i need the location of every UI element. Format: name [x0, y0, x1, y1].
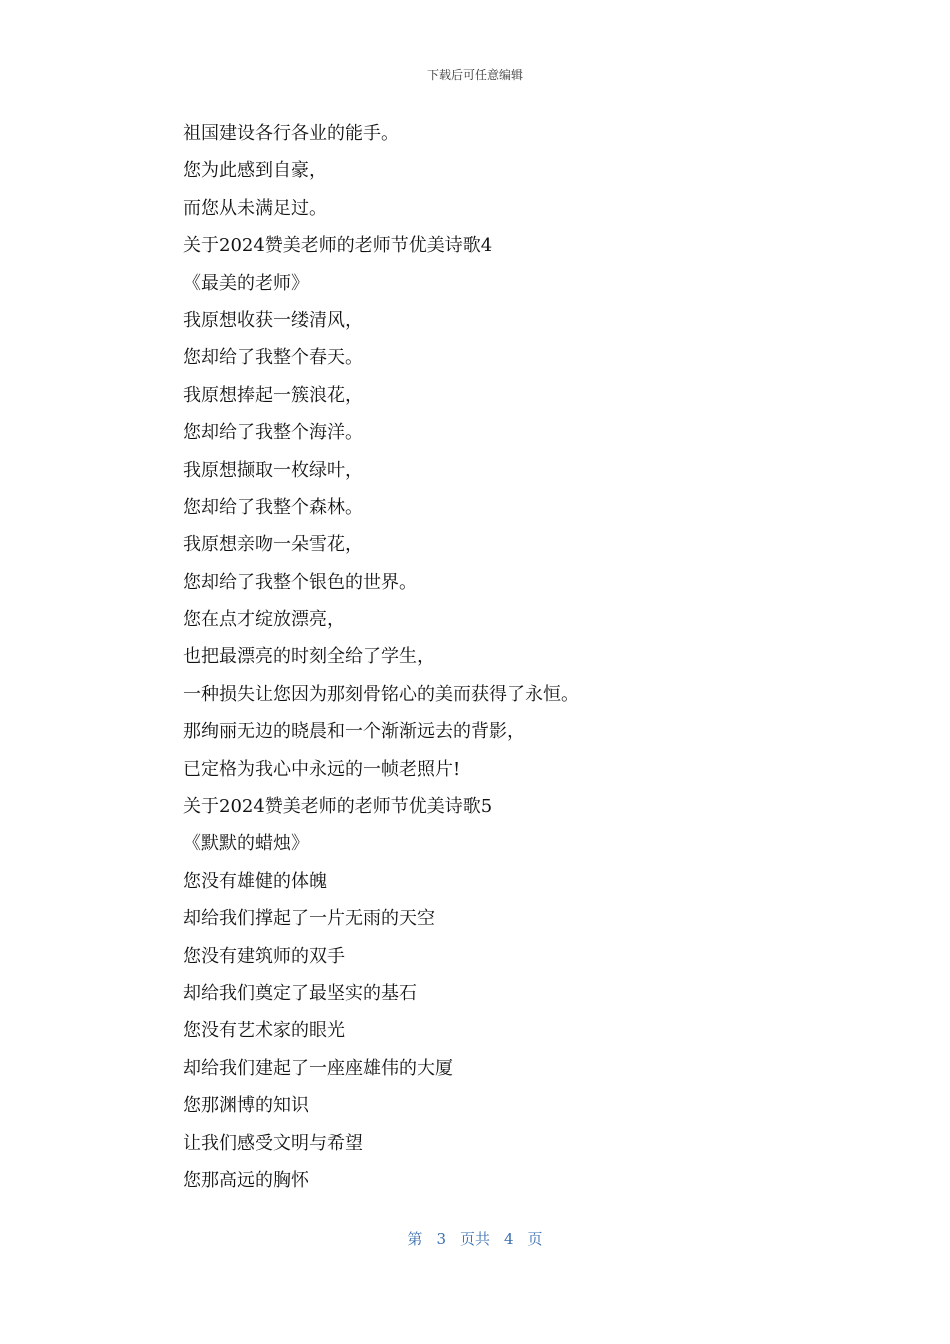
text-line: 一种损失让您因为那刻骨铭心的美而获得了永恒。: [183, 683, 579, 705]
text-line: 您却给了我整个森林。: [183, 496, 363, 518]
text-line: 已定格为我心中永远的一帧老照片!: [183, 758, 461, 780]
text-line: 却给我们奠定了最坚实的基石: [183, 982, 417, 1004]
text-line: 我原想撷取一枚绿叶，: [183, 459, 363, 481]
text-line: 却给我们撑起了一片无雨的天空: [183, 908, 435, 930]
text-line: 您为此感到自豪，: [183, 160, 327, 182]
document-body: [183, 115, 883, 1199]
text-line: 您在点才绽放漂亮，: [183, 609, 345, 631]
text-line: 让我们感受文明与希望: [183, 1132, 363, 1154]
poem-title: 《默默的蜡烛》: [183, 833, 309, 855]
poem-title: 《最美的老师》: [183, 272, 309, 294]
text-line: 您却给了我整个春天。: [183, 347, 363, 369]
text-line: 而您从未满足过。: [183, 197, 327, 219]
text-line: 也把最漂亮的时刻全给了学生，: [183, 646, 435, 668]
text-line: 我原想亲吻一朵雪花，: [183, 534, 363, 556]
page-header: 下载后可任意编辑: [426, 68, 523, 82]
total-pages-number: 4: [504, 1230, 514, 1248]
footer-suffix: 页: [527, 1230, 543, 1248]
text-line: 却给我们建起了一座座雄伟的大厦: [183, 1057, 453, 1079]
text-line: 您却给了我整个银色的世界。: [183, 571, 417, 593]
text-line: 您却给了我整个海洋。: [183, 422, 363, 444]
text-line: 那绚丽无边的晓晨和一个渐渐远去的背影，: [183, 721, 525, 743]
text-line: 我原想收获一缕清风，: [183, 309, 363, 331]
section-heading: 关于2024赞美老师的老师节优美诗歌4: [183, 235, 493, 257]
text-line: 祖国建设各行各业的能手。: [183, 123, 399, 144]
section-heading: 关于2024赞美老师的老师节优美诗歌5: [183, 796, 493, 818]
text-line: 您那高远的胸怀: [183, 1169, 309, 1191]
text-line: 我原想捧起一簇浪花，: [183, 384, 363, 406]
footer-prefix: 第: [407, 1230, 423, 1248]
page-footer: [0, 1228, 950, 1249]
text-line: 您没有艺术家的眼光: [183, 1020, 345, 1042]
text-line: 您没有雄健的体魄: [183, 870, 327, 892]
footer-middle: 页共: [459, 1230, 490, 1248]
text-line: 您没有建筑师的双手: [183, 945, 345, 967]
text-line: 您那渊博的知识: [183, 1095, 309, 1117]
current-page-number: 3: [436, 1230, 446, 1248]
